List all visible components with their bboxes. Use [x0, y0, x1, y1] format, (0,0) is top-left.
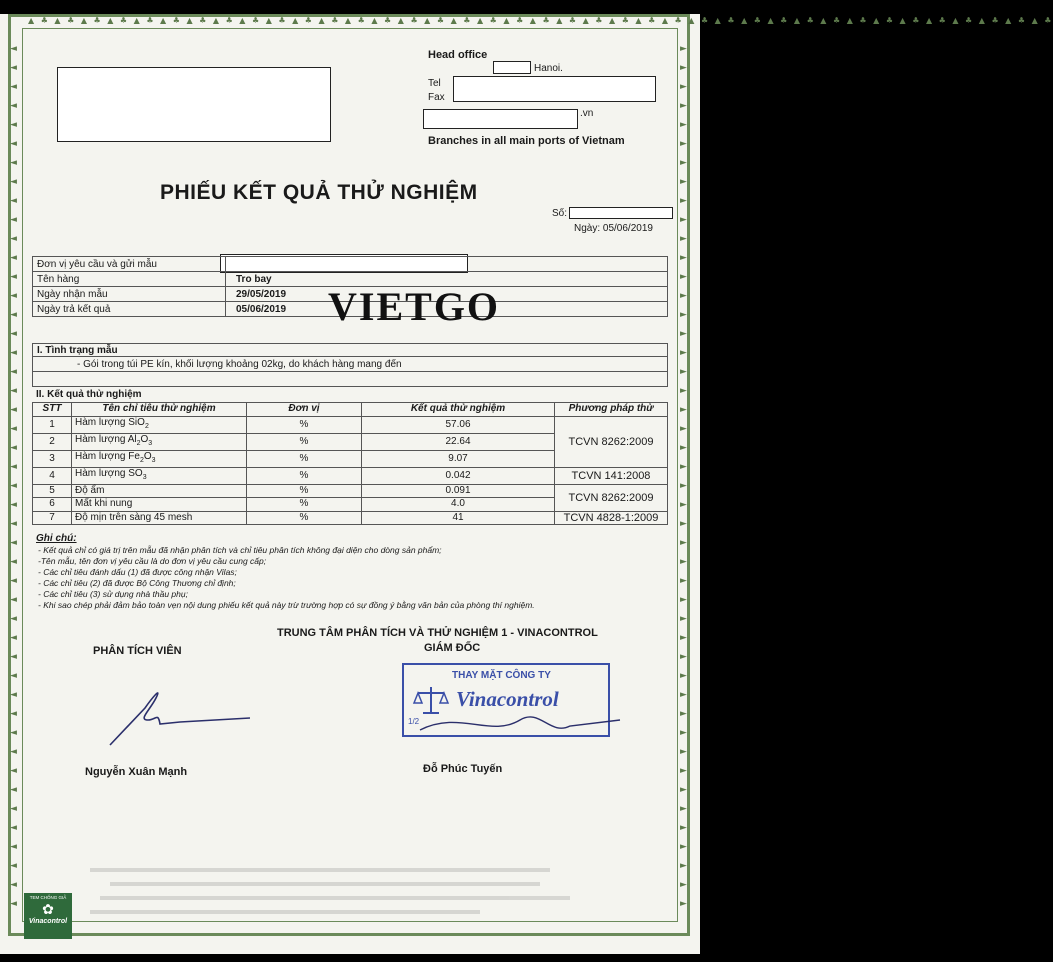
redacted-address — [493, 61, 531, 74]
redacted-logo-block — [57, 67, 331, 142]
row-unit: % — [247, 511, 362, 525]
row-stt: 4 — [33, 467, 72, 484]
row-result: 0.042 — [362, 467, 555, 484]
table-row — [33, 416, 668, 433]
note-line: - Kết quả chỉ có giá trị trên mẫu đã nhận phân tích và chỉ tiêu phân tích không đại diện cho dòng sản phẩm; — [38, 545, 442, 555]
anti-counterfeit-logo — [24, 893, 72, 939]
sample-status-table — [32, 343, 668, 387]
row-test-name: Hàm lượng SiO$_2$ — [72, 416, 247, 433]
row-unit: % — [247, 433, 362, 450]
table-row — [33, 467, 668, 484]
row-test-name: Độ mịn trên sàng 45 mesh — [72, 511, 247, 525]
section1-blank-row — [33, 372, 668, 387]
method-cell: TCVN 141:2008 — [555, 467, 668, 484]
stamp-heading: THAY MẶT CÔNG TY — [452, 670, 551, 681]
office-city: Hanoi. — [534, 63, 563, 74]
results-header-row — [33, 403, 668, 417]
row-result: 57.06 — [362, 416, 555, 433]
redacted-doc-number — [569, 207, 673, 219]
notes-block — [38, 545, 535, 611]
row-stt: 6 — [33, 498, 72, 512]
analyst-name: Nguyễn Xuân Mạnh — [85, 766, 188, 778]
method-cell: TCVN 8262:2009 — [555, 484, 668, 511]
stamp-page-mark: 1/2 — [408, 717, 420, 726]
logo-mark: ✿ — [42, 901, 54, 917]
analyst-title: PHÂN TÍCH VIÊN — [93, 645, 182, 657]
row-unit: % — [247, 484, 362, 498]
note-line: - Các chỉ tiêu đánh dấu (1) đã được công nhận Vilas; — [38, 567, 237, 577]
col-stt: STT — [33, 403, 72, 417]
row-stt: 7 — [33, 511, 72, 525]
document-title: PHIẾU KẾT QUẢ THỬ NGHIỆM — [160, 181, 478, 204]
domain-suffix: .vn — [580, 108, 594, 119]
logo-brand: Vinacontrol — [28, 918, 68, 925]
note-line: - Các chỉ tiêu (2) đã được Bộ Công Thương chỉ định; — [38, 578, 236, 588]
bleed-through-text — [90, 860, 590, 920]
col-unit: Đơn vị — [247, 403, 362, 417]
border-pattern-right: ► ► ► ► ► ► ► ► ► ► ► ► ► ► ► ► ► ► ► ► ► ► ► ► ► ► ► ► ► ► ► ► ► ► ► ► ► ► ► ► ► ► ► ► ► ► — [680, 44, 687, 909]
row-stt: 3 — [33, 450, 72, 467]
col-test-name: Tên chỉ tiêu thử nghiệm — [72, 403, 247, 417]
tel-label: Tel — [428, 78, 441, 89]
center-name: TRUNG TÂM PHÂN TÍCH VÀ THỬ NGHIỆM 1 - VINACONTROL — [277, 627, 598, 639]
row-unit: % — [247, 450, 362, 467]
row-unit: % — [247, 498, 362, 512]
product-value: Tro bay — [226, 272, 668, 287]
info-row-requester — [33, 257, 668, 272]
director-signature — [400, 690, 630, 750]
director-title: GIÁM ĐỐC — [424, 642, 481, 654]
row-result: 41 — [362, 511, 555, 525]
row-result: 22.64 — [362, 433, 555, 450]
row-result: 9.07 — [362, 450, 555, 467]
head-office-label: Head office — [428, 49, 488, 61]
branches-text: Branches in all main ports of Vietnam — [428, 135, 625, 147]
doc-date: Ngày: 05/06/2019 — [574, 223, 653, 234]
row-stt: 5 — [33, 484, 72, 498]
doc-number-label: Số: — [552, 208, 568, 219]
table-row — [33, 511, 668, 525]
note-line: - Các chỉ tiêu (3) sử dụng nhà thầu phụ; — [38, 589, 188, 599]
row-test-name: Hàm lượng $Fe_2O_3$ — [72, 450, 247, 467]
method-cell: TCVN 8262:2009 — [555, 416, 668, 467]
row-result: 0.091 — [362, 484, 555, 498]
col-method: Phương pháp thử — [555, 403, 668, 417]
table-row — [33, 484, 668, 498]
col-result: Kết quả thử nghiệm — [362, 403, 555, 417]
redacted-email — [423, 109, 578, 129]
fax-label: Fax — [428, 92, 445, 103]
row-test-name: Mất khi nung — [72, 498, 247, 512]
row-test-name: Độ ẩm — [72, 484, 247, 498]
director-name: Đỗ Phúc Tuyến — [423, 763, 503, 775]
received-label: Ngày nhận mẫu — [33, 287, 226, 302]
section1-heading: I. Tình trạng mẫu — [33, 344, 668, 357]
product-label: Tên hàng — [33, 272, 226, 287]
row-unit: % — [247, 416, 362, 433]
requester-label: Đơn vị yêu cầu và gửi mẫu — [33, 257, 226, 272]
border-pattern-left: ◄ ◄ ◄ ◄ ◄ ◄ ◄ ◄ ◄ ◄ ◄ ◄ ◄ ◄ ◄ ◄ ◄ ◄ ◄ ◄ ◄ ◄ ◄ ◄ ◄ ◄ ◄ ◄ ◄ ◄ ◄ ◄ ◄ ◄ ◄ ◄ ◄ ◄ ◄ ◄ ◄ ◄ ◄ ◄ ◄ ◄ — [10, 44, 17, 909]
row-test-name: Hàm lượng $SO_3$ — [72, 467, 247, 484]
row-stt: 1 — [33, 416, 72, 433]
logo-top-text: TEM CHỐNG GIẢ — [29, 895, 67, 900]
returned-value: 05/06/2019 — [226, 302, 668, 317]
notes-heading: Ghi chú: — [36, 533, 77, 544]
requester-value — [226, 257, 668, 272]
row-stt: 2 — [33, 433, 72, 450]
border-pattern-top: ▲ ♣ ▲ ♣ ▲ ♣ ▲ ♣ ▲ ♣ ▲ ♣ ▲ ♣ ▲ ♣ ▲ ♣ ▲ ♣ ▲ ♣ ▲ ♣ ▲ ♣ ▲ ♣ ▲ ♣ ▲ ♣ ▲ ♣ ▲ ♣ ▲ ♣ ▲ ♣ ▲ ♣ ▲ ♣ ▲ ♣ ▲ ♣ ▲ ♣ ▲ ♣ ▲ ♣ ▲ ♣ ▲ ♣ ▲ ♣ ▲ ♣ ▲ ♣ ▲ ♣ ▲ ♣ ▲ ♣ ▲ ♣ ▲ ♣ ▲ ♣ ▲ ♣ — [28, 16, 1053, 25]
row-result: 4.0 — [362, 498, 555, 512]
row-unit: % — [247, 467, 362, 484]
analyst-signature — [100, 680, 260, 750]
section2-heading: II. Kết quả thử nghiệm — [36, 389, 142, 400]
note-line: - Khi sao chép phải đảm bảo toàn vẹn nội dung phiếu kết quả này trừ trường hợp có sự đồng ý bằng văn bản của phòng thí nghiệm. — [38, 600, 535, 610]
section1-text: - Gói trong túi PE kín, khối lượng khoảng 02kg, do khách hàng mang đến — [33, 357, 668, 372]
test-results-table — [32, 402, 668, 525]
vietgo-watermark: VIETGO — [328, 284, 501, 329]
redacted-phone — [453, 76, 656, 102]
stamp-brand: Vinacontrol — [456, 687, 559, 711]
method-cell: TCVN 4828-1:2009 — [555, 511, 668, 525]
returned-label: Ngày trả kết quả — [33, 302, 226, 317]
row-test-name: Hàm lượng $Al_2O_3$ — [72, 433, 247, 450]
received-value: 29/05/2019 — [226, 287, 668, 302]
note-line: -Tên mẫu, tên đơn vị yêu cầu là do đơn vị yêu cầu cung cấp; — [38, 556, 267, 566]
